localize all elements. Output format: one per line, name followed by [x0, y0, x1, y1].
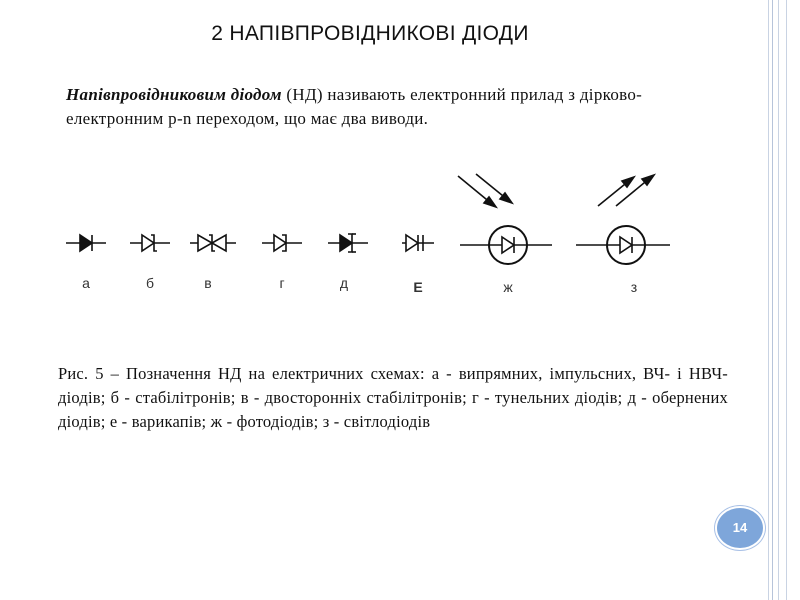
figure-label-b: б: [145, 275, 155, 291]
figure-caption: Рис. 5 – Позначення НД на електричних схемах: а - випрямних, імпульсних, ВЧ- і НВЧ- діодів; б - стабілітронів; в - двосторонніх стабілітронів; г - тунельних діодів; д - обернених діодів; е - варикапів; ж - фотодіодів; з - світлодіодів: [58, 364, 728, 431]
figure-label-a: а: [82, 275, 90, 291]
figure-label-d: д: [339, 275, 349, 291]
figure-label-zh: ж: [503, 279, 513, 295]
decorative-rail: [768, 0, 769, 600]
diode-symbols-figure: [58, 168, 678, 303]
slide-title: 2 НАПІВПРОВІДНИКОВІ ДІОДИ: [211, 22, 529, 45]
figure-label-z: з: [630, 279, 638, 295]
definition-term: Напівпровідниковим діодом: [66, 85, 282, 104]
page-number-badge: 14: [715, 506, 765, 550]
diode-symbol-v: [190, 235, 236, 251]
figure-label-v: в: [204, 275, 212, 291]
diode-symbol-e: [402, 235, 434, 251]
definition-paragraph: [66, 83, 731, 131]
diode-symbol-b: [130, 235, 170, 251]
diode-symbol-z: [576, 175, 670, 264]
decorative-rail: [778, 0, 779, 600]
diode-symbol-a: [66, 235, 106, 251]
decorative-rail: [786, 0, 787, 600]
decorative-rail: [772, 0, 773, 600]
figure-label-e: Е: [413, 279, 423, 295]
diode-symbol-g: [262, 235, 302, 251]
figure-label-g: г: [279, 275, 285, 291]
diode-symbol-zh: [458, 174, 552, 264]
definition-text: (НД) називають електронний прилад з дірково-електронним p-n переходом, що має два виводи.: [66, 85, 643, 128]
diode-symbol-d: [328, 234, 368, 252]
